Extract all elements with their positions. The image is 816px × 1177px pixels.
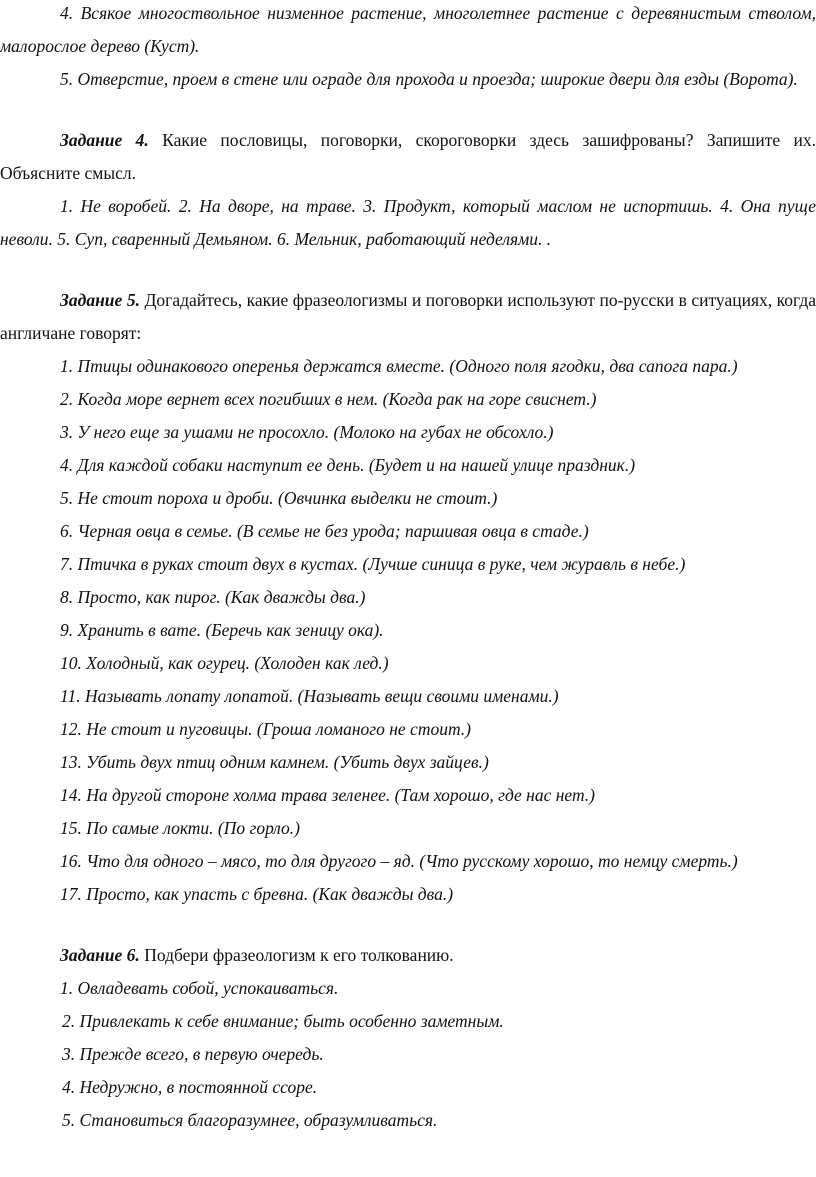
spacer <box>0 96 816 124</box>
task-5-item: 4. Для каждой собаки наступит ее день. (Будет и на нашей улице праздник.) <box>60 455 636 475</box>
task-5-item: 12. Не стоит и пуговицы. (Гроша ломаного не стоит.) <box>60 719 472 739</box>
task-5-item: 16. Что для одного – мясо, то для другого – яд. (Что русскому хорошо, то немцу смерть.) <box>60 851 738 871</box>
task-5-item: 2. Когда море вернет всех погибших в нем. (Когда рак на горе свиснет.) <box>60 389 597 409</box>
task-5-heading <box>0 284 816 350</box>
task-5-item: 10. Холодный, как огурец. (Холоден как лед.) <box>60 653 389 673</box>
spacer <box>0 256 816 284</box>
task-6-item: 4. Недружно, в постоянной ссоре. <box>62 1077 318 1097</box>
task-5-item: 13. Убить двух птиц одним камнем. (Убить двух зайцев.) <box>60 752 489 772</box>
task-4-text: Какие пословицы, поговорки, скороговорки здесь зашифрованы? Запишите их. Объясните смысл. <box>0 130 816 183</box>
task-4-items: 1. Не воробей. 2. На дворе, на траве. 3. Продукт, который маслом не испортишь. 4. Она пуще неволи. 5. Суп, сваренный Демьяном. 6. Мельник, работающий неделями. . <box>0 196 816 249</box>
task-6-item: 3. Прежде всего, в первую очередь. <box>62 1044 324 1064</box>
task-6-item: 1. Овладевать собой, успокаиваться. <box>60 978 339 998</box>
spacer <box>0 911 816 939</box>
task-6-item: 5. Становиться благоразумнее, образумливаться. <box>62 1110 438 1130</box>
task-5-item: 3. У него еще за ушами не просохло. (Молоко на губах не обсохло.) <box>60 422 554 442</box>
task-5-item: 11. Называть лопату лопатой. (Называть вещи своими именами.) <box>60 686 559 706</box>
task-5-item: 17. Просто, как упасть с бревна. (Как дважды два.) <box>60 884 454 904</box>
task-5-item: 7. Птичка в руках стоит двух в кустах. (Лучше синица в руке, чем журавль в небе.) <box>60 554 686 574</box>
task-5-item: 1. Птицы одинакового оперенья держатся вместе. (Одного поля ягодки, два сапога пара.) <box>60 356 738 376</box>
task-4-label: Задание 4. <box>60 130 149 150</box>
task-6-text: Подбери фразеологизм к его толкованию. <box>139 945 454 965</box>
task-6-heading <box>0 939 816 972</box>
task-5-label: Задание 5. <box>60 290 140 310</box>
task-4-heading <box>0 124 816 190</box>
task-5-item: 8. Просто, как пирог. (Как дважды два.) <box>60 587 366 607</box>
task-5-item: 14. На другой стороне холма трава зеленее. (Там хорошо, где нас нет.) <box>60 785 595 805</box>
task-5-item: 5. Не стоит пороха и дроби. (Овчинка выделки не стоит.) <box>60 488 498 508</box>
task-5-item: 6. Черная овца в семье. (В семье не без урода; паршивая овца в стаде.) <box>60 521 589 541</box>
task-5-item: 9. Хранить в вате. (Беречь как зеницу ока). <box>60 620 384 640</box>
definition-4: 4. Всякое многоствольное низменное растение, многолетнее растение с деревянистым стволом, малорослое дерево (Куст). <box>0 3 816 56</box>
task-5-text: Догадайтесь, какие фразеологизмы и поговорки используют по-русски в ситуациях, когда англичане говорят: <box>0 290 816 343</box>
task-5-item: 15. По самые локти. (По горло.) <box>60 818 300 838</box>
definition-5: 5. Отверстие, проем в стене или ограде для прохода и проезда; широкие двери для езды (Ворота). <box>60 69 798 89</box>
task-6-item: 2. Привлекать к себе внимание; быть особенно заметным. <box>62 1011 504 1031</box>
task-6-label: Задание 6. <box>60 945 140 965</box>
